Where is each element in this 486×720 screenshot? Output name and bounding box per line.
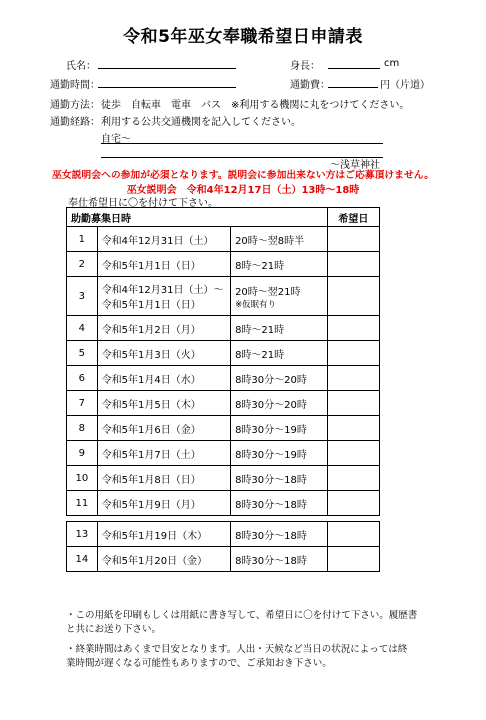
row-number: 14 — [67, 547, 98, 572]
row-date: 令和5年1月8日（日） — [97, 466, 230, 491]
table-row — [67, 416, 380, 441]
table-row — [67, 227, 380, 252]
row-preferred-cell[interactable] — [327, 491, 379, 516]
row-time: 8時30分〜19時 — [231, 441, 328, 466]
route-line-1[interactable] — [101, 143, 383, 144]
notice-line-2: 巫女説明会 令和4年12月17日（土）13時〜18時 — [126, 185, 360, 196]
table-row — [67, 491, 380, 516]
note-1-line-2: と共にお送り下さい。 — [66, 624, 162, 635]
table-row — [67, 277, 380, 316]
row-date-start: 令和4年12月31日（土）〜 — [101, 285, 224, 296]
row-date: 令和5年1月5日（木） — [97, 391, 230, 416]
row-date: 令和5年1月1日（日） — [97, 252, 230, 277]
table-row — [67, 522, 380, 547]
row-time: 8時30分〜18時 — [231, 466, 328, 491]
table-caption: 奉仕希望日に〇を付けて下さい。 — [68, 198, 218, 209]
row-preferred-cell[interactable] — [327, 252, 379, 277]
row-date: 令和5年1月19日（木） — [97, 522, 230, 547]
row-date: 令和5年1月9日（月） — [97, 491, 230, 516]
row-number: 4 — [67, 316, 98, 341]
header-preferred: 希望日 — [327, 208, 379, 227]
route-instruction: 利用する公共交通機関を記入してください。 — [101, 117, 301, 128]
row-number: 9 — [67, 441, 98, 466]
row-time: 8時30分〜20時 — [231, 391, 328, 416]
commute-time-label: 通勤時間： — [50, 80, 100, 91]
row-preferred-cell[interactable] — [327, 441, 379, 466]
commute-time-field[interactable] — [98, 87, 236, 88]
row-date: 令和5年1月6日（金） — [97, 416, 230, 441]
table-row — [67, 366, 380, 391]
row-number: 7 — [67, 391, 98, 416]
row-date: 令和5年1月3日（火） — [97, 341, 230, 366]
note-2-line-2: 業時間が遅くなる可能性もありますので、ご承知おき下さい。 — [66, 658, 332, 669]
height-label: 身長： — [290, 61, 320, 72]
row-number: 3 — [67, 277, 98, 316]
table-row — [67, 391, 380, 416]
row-date: 令和4年12月31日（土） — [97, 227, 230, 252]
schedule-table — [66, 207, 380, 572]
height-unit: cm — [384, 58, 400, 69]
row-date: 令和5年1月4日（水） — [97, 366, 230, 391]
row-time: 8時30分〜19時 — [231, 416, 328, 441]
row-time: 20時〜翌8時半 — [231, 227, 328, 252]
table-row — [67, 341, 380, 366]
height-field[interactable] — [328, 68, 380, 69]
route-label: 通勤経路： — [50, 117, 100, 128]
note-2 — [66, 643, 407, 671]
table-row — [67, 466, 380, 491]
row-number: 2 — [67, 252, 98, 277]
row-number: 11 — [67, 491, 98, 516]
row-preferred-cell[interactable] — [327, 547, 379, 572]
header-recruit-dates: 助勤募集日時 — [67, 208, 328, 227]
row-number: 5 — [67, 341, 98, 366]
row-preferred-cell[interactable] — [327, 366, 379, 391]
route-home: 自宅〜 — [101, 134, 131, 145]
row-number: 10 — [67, 466, 98, 491]
table-row — [67, 441, 380, 466]
note-1 — [66, 609, 417, 637]
note-2-line-1: ・終業時間はあくまで目安となります。人出・天候など当日の状況によっては終 — [66, 644, 408, 655]
row-time: 8時30分〜18時 — [231, 522, 328, 547]
route-destination: 〜浅草神社 — [330, 160, 380, 171]
row-preferred-cell[interactable] — [327, 522, 379, 547]
method-label: 通勤方法： — [50, 100, 100, 111]
row-number: 1 — [67, 227, 98, 252]
row-date: 令和5年1月2日（月） — [97, 316, 230, 341]
row-preferred-cell[interactable] — [327, 416, 379, 441]
row-time-note: ※仮眠有り — [235, 299, 277, 310]
notice-line-1: 巫女説明会への参加が必須となります。説明会に参加出来ない方はご応募頂けません。 — [52, 170, 434, 181]
row-preferred-cell[interactable] — [327, 391, 379, 416]
row-preferred-cell[interactable] — [327, 341, 379, 366]
row-date: 令和5年1月20日（金） — [97, 547, 230, 572]
row-time: 8時〜21時 — [231, 252, 328, 277]
row-time-range: 20時〜翌21時 — [235, 286, 301, 298]
row-number: 13 — [67, 522, 98, 547]
row-time: 8時〜21時 — [231, 341, 328, 366]
table-row — [67, 316, 380, 341]
fare-label: 通勤費： — [290, 80, 330, 91]
table-row — [67, 547, 380, 572]
page-title: 令和5年巫女奉職希望日申請表 — [123, 27, 363, 47]
row-number: 6 — [67, 366, 98, 391]
row-time: 8時30分〜18時 — [231, 491, 328, 516]
row-date-end: 令和5年1月1日（日） — [101, 300, 201, 311]
row-time: 8時30分〜18時 — [231, 547, 328, 572]
table-header-row — [67, 208, 380, 227]
row-number: 8 — [67, 416, 98, 441]
method-options[interactable]: 徒歩 自転車 電車 バス ※利用する機関に丸をつけてください。 — [101, 100, 410, 111]
note-1-line-1: ・この用紙を印刷もしくは用紙に書き写して、希望日に〇を付けて下さい。履歴書 — [66, 610, 418, 621]
fare-field[interactable] — [328, 87, 378, 88]
row-time — [231, 277, 328, 316]
row-time: 8時〜21時 — [231, 316, 328, 341]
row-preferred-cell[interactable] — [327, 227, 379, 252]
fare-unit: 円（片道） — [380, 80, 430, 91]
row-preferred-cell[interactable] — [327, 277, 379, 316]
row-preferred-cell[interactable] — [327, 466, 379, 491]
row-date — [97, 277, 230, 316]
row-time: 8時30分〜20時 — [231, 366, 328, 391]
row-date: 令和5年1月7日（土） — [97, 441, 230, 466]
table-row — [67, 252, 380, 277]
row-preferred-cell[interactable] — [327, 316, 379, 341]
name-label: 氏名： — [66, 61, 96, 72]
name-field[interactable] — [98, 68, 236, 69]
